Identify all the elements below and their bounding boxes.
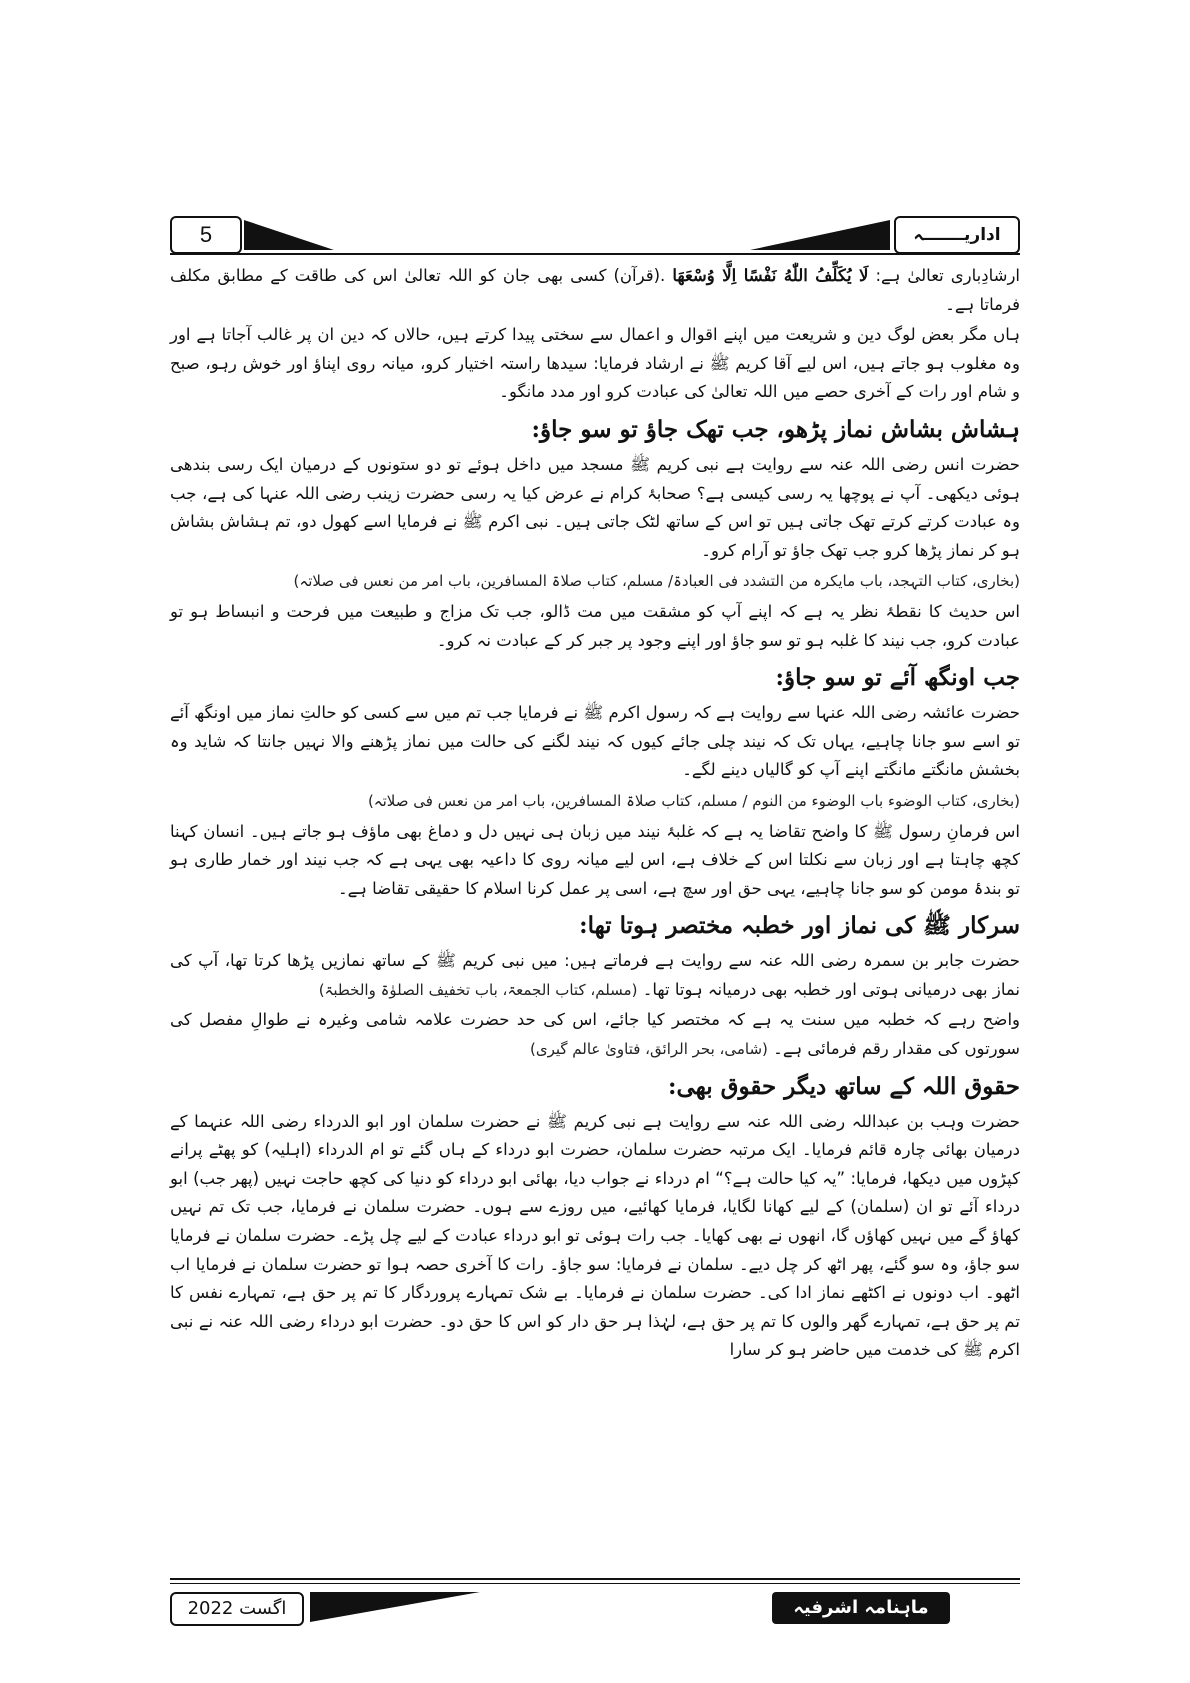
hadith-paragraph-1: حضرت انس رضی اللہ عنہ سے روایت ہے نبی کریم ﷺ مسجد میں داخل ہوئے تو دو ستونوں کے درمیان ایک رسی بندھی ہوئی دیکھی۔ آپ نے پوچھا یہ رسی کیسی ہے؟ صحابۂ کرام نے عرض کیا یہ رسی حضرت زینب رضی اللہ عنہا کی ہے، جب وہ عبادت کرتے کرتے تھک جاتی ہیں تو اس کے ساتھ لٹک جاتی ہیں۔ نبی اکرم ﷺ نے فرمایا اسے کھول دو، تم ہشاش بشاش ہو کر نماز پڑھا کرو جب تھک جاؤ تو آرام کرو۔ (170, 454, 1020, 560)
section-heading-2: جب اونگھ آئے تو سو جاؤ: (775, 664, 1020, 692)
section-title: اداریـــــــہ (894, 216, 1020, 254)
hadith-reference-1: (بخاری، کتاب التہجد، باب مایکرہ من التشدد فی العبادۃ/ مسلم، کتاب صلاۃ المسافرین، باب امر من نعس فی صلاتہ) (293, 572, 1020, 591)
footer-rule-thin (170, 1583, 1020, 1584)
section-heading-3: سرکار ﷺ کی نماز اور خطبہ مختصر ہوتا تھا: (579, 912, 1020, 940)
section-heading-1: ہشاش بشاش نماز پڑھو، جب تھک جاؤ تو سو جاؤ: (531, 415, 1020, 443)
hadith-paragraph-3: حضرت جابر بن سمرہ رضی اللہ عنہ سے روایت ہے فرماتے ہیں: میں نبی کریم ﷺ کے ساتھ نمازیں پڑھا کرتا تھا، آپ کی نماز بھی درمیانی ہوتی اور خطبہ بھی درمیانہ ہوتا تھا۔ (مسلم، کتاب الجمعۃ، باب تخفیف الصلوٰۃ والخطبۃ) (170, 951, 1020, 999)
intro-paragraph-2: ہاں مگر بعض لوگ دین و شریعت میں اپنے اقوال و اعمال سے سختی پیدا کرتے ہیں، حالاں کہ دین ان پر غالب آجاتا ہے اور وہ مغلوب ہو جاتے ہیں، اس لیے آقا کریم ﷺ نے ارشاد فرمایا: سیدھا راستہ اختیار کرو، میانہ روی اپناؤ اور خوش رہو، صبح و شام اور رات کے آخری حصے میں اللہ تعالیٰ کی عبادت کرو اور مدد مانگو۔ (170, 325, 1020, 402)
commentary-paragraph-2: اس فرمانِ رسول ﷺ کا واضح تقاضا یہ ہے کہ غلبۂ نیند میں زبان ہی نہیں دل و دماغ بھی ماؤف ہو جاتے ہیں۔ انسان کہنا کچھ چاہتا ہے اور زبان سے نکلتا اس کے خلاف ہے، اس لیے میانہ روی کا داعیہ بھی یہی ہے کہ جب نیند اور خمار طاری ہو تو بندۂ مومن کو سو جانا چاہیے، یہی حق اور سچ ہے، اسی پر عمل کرنا اسلام کا حقیقی تقاضا ہے۔ (170, 821, 1020, 898)
header-right-wedge-icon (750, 220, 890, 250)
commentary-paragraph-3: واضح رہے کہ خطبہ میں سنت یہ ہے کہ مختصر کیا جائے، اس کی حد حضرت علامہ شامی وغیرہ نے طوالِ مفصل کی سورتوں کی مقدار رقم فرمائی ہے۔ (شامی، بحر الرائق، فتاویٰ عالم گیری) (170, 1010, 1020, 1059)
section-heading-4: حقوق اللہ کے ساتھ دیگر حقوق بھی: (667, 1072, 1020, 1100)
quran-verse: لَا يُكَلِّفُ اللّٰهُ نَفْسًا اِلَّا وُسْعَهَا (672, 266, 869, 285)
hadith-paragraph-2: حضرت عائشہ رضی اللہ عنہا سے روایت ہے کہ رسول اکرم ﷺ نے فرمایا جب تم میں سے کسی کو حالتِ نماز میں اونگھ آئے تو اسے سو جانا چاہیے، یہاں تک کہ نیند چلی جائے کیوں کہ نیند لگنے کی حالت میں نماز پڑھنے والا نہیں جانتا کہ شاید وہ بخشش مانگتے مانگتے اپنے آپ کو گالیاں دینے لگے۔ (170, 703, 1020, 780)
magazine-name: ماہنامہ اشرفیہ (772, 1592, 950, 1624)
article-body (170, 262, 1020, 1572)
header-rule (170, 253, 1020, 255)
commentary-paragraph-1: اس حدیث کا نقطۂ نظر یہ ہے کہ اپنے آپ کو مشقت میں مت ڈالو، جب تک مزاج و طبیعت میں فرحت و انبساط ہو تو عبادت کرو، جب نیند کا غلبہ ہو تو سو جاؤ اور اپنے وجود پر جبر کر کے عبادت نہ کرو۔ (170, 601, 1020, 650)
hadith-paragraph-4: حضرت وہب بن عبداللہ رضی اللہ عنہ سے روایت ہے نبی کریم ﷺ نے حضرت سلمان اور ابو الدرداء رضی اللہ عنہما کے درمیان بھائی چارہ قائم فرمایا۔ ایک مرتبہ حضرت سلمان، حضرت ابو درداء کے ہاں گئے تو ام الدرداء (اہلیہ) کو پھٹے پرانے کپڑوں میں دیکھا، فرمایا: ”یہ کیا حالت ہے؟“ ام درداء نے جواب دیا، بھائی ابو درداء کو دنیا کی کچھ حاجت نہیں (پھر جب) ابو درداء آئے تو ان (سلمان) کے لیے کھانا لگایا، فرمایا کھائیے، میں روزے سے ہوں۔ حضرت سلمان نے فرمایا، جب تک تم نہیں کھاؤ گے میں نہیں کھاؤں گا، انھوں نے بھی کھایا۔ جب رات ہوئی تو ابو درداء عبادت کے لیے چل پڑے۔ حضرت سلمان نے فرمایا سو جاؤ، وہ سو گئے، پھر اٹھ کر چل دیے۔ سلمان نے فرمایا: سو جاؤ۔ رات کا آخری حصہ ہوا تو حضرت سلمان نے فرمایا اب اٹھو۔ اب دونوں نے اکٹھے نماز ادا کی۔ حضرت سلمان نے فرمایا۔ بے شک تمہارے پروردگار کا تم پر حق ہے، تمہارے نفس کا تم پر حق ہے، تمہارے گھر والوں کا تم پر حق ہے، لہٰذا ہر حق دار کو اس کا حق دو۔ حضرت ابو درداء رضی اللہ عنہ نے نبی اکرم ﷺ کی خدمت میں حاضر ہو کر سارا (170, 1111, 1020, 1360)
page-footer (170, 1578, 1020, 1622)
intro-paragraph: ارشادِباری تعالیٰ ہے: لَا يُكَلِّفُ اللّٰهُ نَفْسًا اِلَّا وُسْعَهَا .(قرآن) کسی بھی جان کو اللہ تعالیٰ اس کی طاقت کے مطابق مکلف فرماتا ہے۔ (170, 266, 1020, 314)
footer-wedge-icon (310, 1592, 480, 1622)
page-number: 5 (170, 216, 242, 254)
footer-rule (170, 1578, 1020, 1580)
hadith-reference-3: (مسلم، کتاب الجمعۃ، باب تخفیف الصلوٰۃ والخطبۃ) (318, 980, 638, 999)
fiqh-reference-3: (شامی، بحر الرائق، فتاویٰ عالم گیری) (530, 1040, 768, 1059)
header-left-wedge-icon (244, 220, 334, 250)
page-header (170, 216, 1020, 254)
hadith-reference-2: (بخاری، کتاب الوضوء باب الوضوء من النوم / مسلم، کتاب صلاۃ المسافرین، باب امر من نعس فی صلاتہ) (367, 791, 1020, 810)
issue-date: اگست 2022 (170, 1592, 304, 1626)
